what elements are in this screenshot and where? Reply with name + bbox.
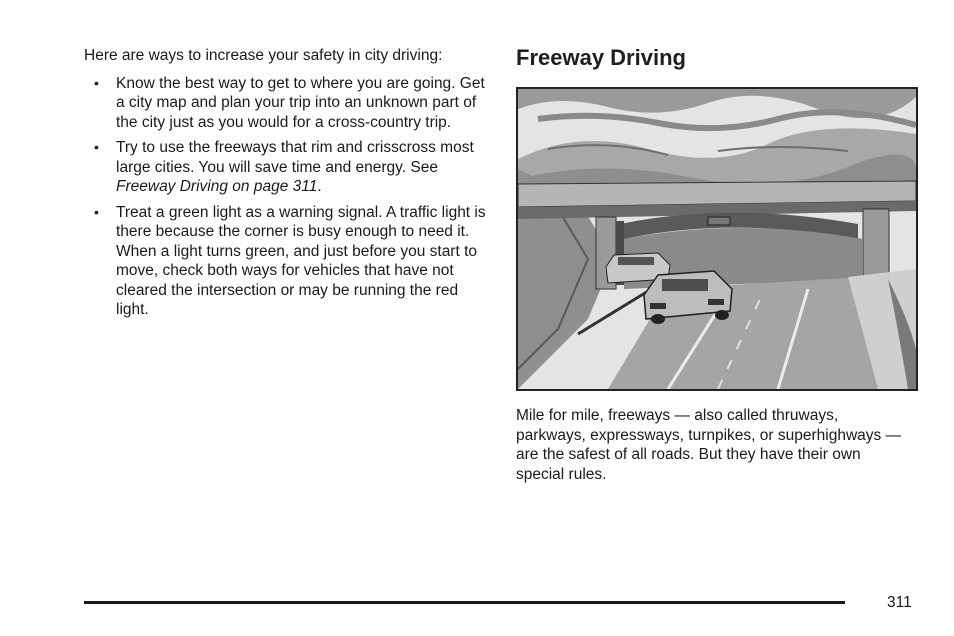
- list-item: [84, 138, 494, 197]
- footer-rule: [84, 601, 845, 604]
- bullet-icon: •: [94, 139, 99, 155]
- freeway-drawing-icon: [518, 89, 916, 389]
- list-item: [84, 203, 494, 320]
- bullet-icon: •: [94, 74, 99, 91]
- list-item: [84, 74, 494, 133]
- list-item-text: Treat a green light as a warning signal. A traffic light is there because the corner is busy enough to need it. When a light turns green, and just before you start to move, check both ways for vehicles that have not cleared the intersection or may be running the red light.: [116, 203, 486, 318]
- freeway-illustration: [516, 87, 918, 391]
- page-number: 311: [887, 594, 912, 611]
- left-column: [84, 46, 494, 326]
- bullet-icon: •: [94, 203, 99, 220]
- list-item-text-end: .: [317, 178, 322, 195]
- intro-paragraph: Here are ways to increase your safety in city driving:: [84, 47, 443, 64]
- list-item-text: Try to use the freeways that rim and crisscross most large cities. You will save time and energy. See: [116, 139, 474, 176]
- section-title: Freeway Driving: [516, 45, 686, 70]
- safety-tips-list: [84, 74, 494, 320]
- list-item-text: Know the best way to get to where you are going. Get a city map and plan your trip into an unknown part of the city just as you would for a cross-country trip.: [116, 74, 485, 131]
- caption-paragraph: Mile for mile, freeways — also called thruways, parkways, expressways, turnpikes, or superhighways — are the safest of all roads. But they have their own special rules.: [516, 407, 902, 483]
- right-column: [516, 44, 918, 483]
- cross-reference-link[interactable]: Freeway Driving on page 311: [116, 178, 318, 195]
